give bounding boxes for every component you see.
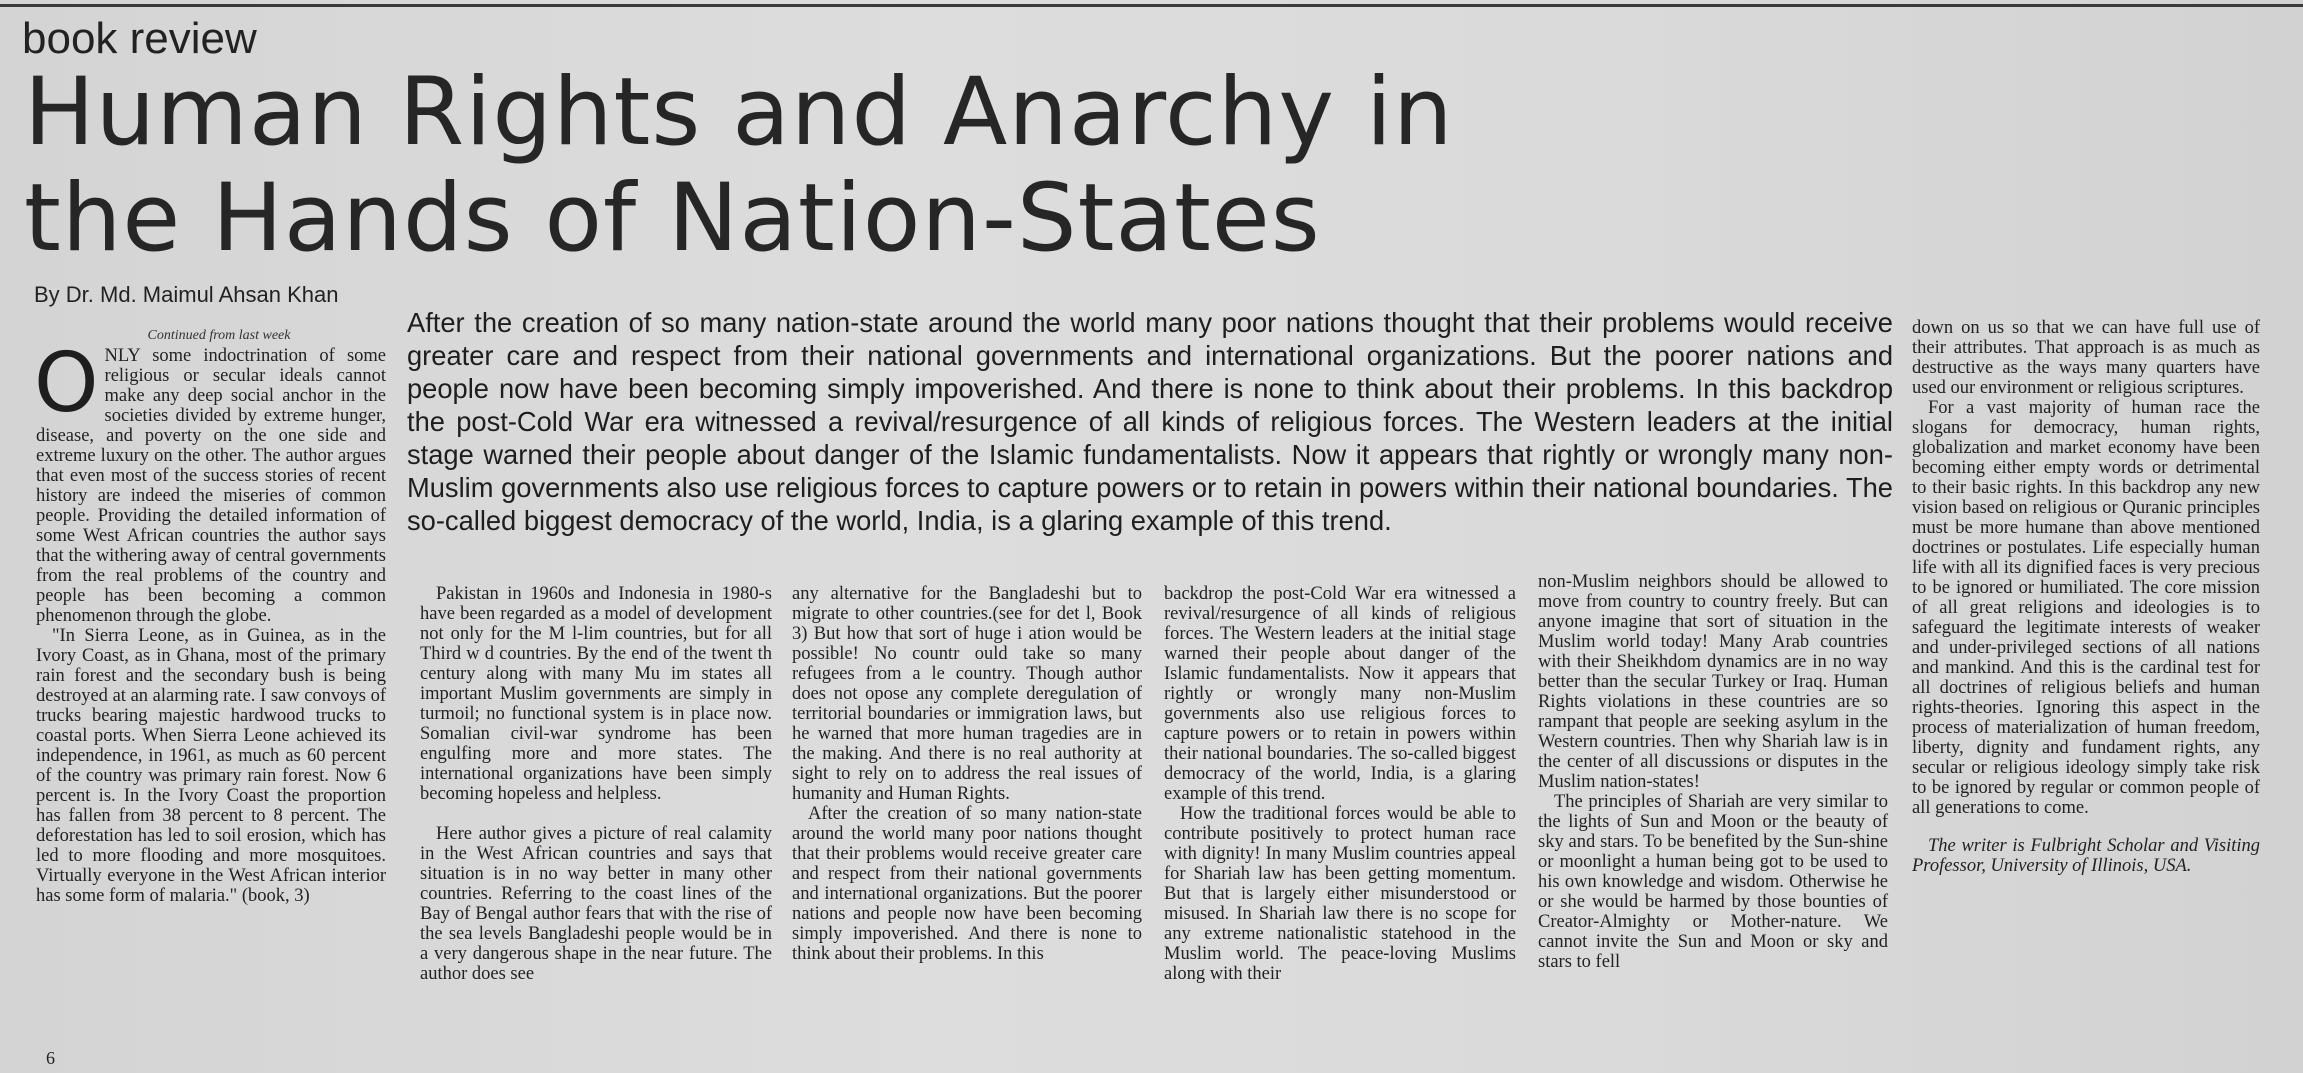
paragraph: non-Muslim neighbors should be allowed to move from country to country freely. But can anyone imagine that sort of situation in the Muslim world today! Many Arab countries with their Sheikhdom dynamics are in no way better than the secular Turkey or Iraq. Human Rights violations in these countries are so rampant that people are seeking asylum in the Western countries. Then why Shariah law is in the center of all discussions or disputes in the Muslim nation-states! [1538,572,1888,792]
paragraph: any alternative for the Bangladeshi but to migrate to other countries.(see for det l, Book 3) But how that sort of huge i ation would be possible! No countr ould take so many refugees from a le country. Though author does not opose any complete deregulation of territorial boundaries or immigration laws, but he warned that more human tragedies are in the making. And there is no real authority at sight to rely on to address the real issues of humanity and Human Rights. [792,584,1142,804]
drop-cap: O [34,336,99,431]
paragraph: down on us so that we can have full use of their attributes. That approach is as much as destructive as the ways many quarters have used our environment or religious scriptures. [1912,318,2260,398]
article-column-6 [1912,318,2260,876]
paragraph: Here author gives a picture of real calamity in the West African countries and says that situation is in no way better in many other countries. Referring to the coast lines of the Bay of Bengal author fears that with the rise of the sea levels Bangladeshi people would be in a very dangerous shape in the near future. The author does see [420,824,772,984]
lede-paragraph: After the creation of so many nation-state around the world many poor nations thought that their problems would receive greater care and respect from their national governments and international organizations. But the poorer nations and people now have been becoming simply impoverished. And there is none to think about their problems. In this backdrop the post-Cold War era witnessed a revival/resurgence of all kinds of religious forces. The Western leaders at the initial stage warned their people about danger of the Islamic fundamentalists. Now it appears that rightly or wrongly many non-Muslim governments also use religious forces to capture powers or to retain in powers within their national boundaries. The so-called biggest democracy of the world, India, is a glaring example of this trend. [407,307,1893,536]
author-credit: The writer is Fulbright Scholar and Visiting Professor, University of Illinois, USA. [1912,836,2260,876]
article-column-1 [36,326,386,906]
paragraph: For a vast majority of human race the slogans for democracy, human rights, globalization and market economy have been becoming either empty words or detrimental to their basic rights. In this backdrop any new vision based on religious or Quranic principles must be more humane than above mentioned doctrines or postulates. Life especially human life with all its dignified faces is very precious to be ignored or humiliated. The core mission of all great religions and ideologies is to safeguard the legitimate interests of weaker and under-privileged sections of all nations and mankind. And this is the cardinal test for all doctrines of religious beliefs and human rights-theories. Ignoring this aspect in the process of materialization of human freedom, liberty, dignity and fundament rights, any secular or religious ideology simply take risk to be ignored by regular or common people of all generations to come. [1912,398,2260,818]
article-column-2 [420,584,772,984]
paragraph: backdrop the post-Cold War era witnessed a revival/resurgence of all kinds of religious forces. The Western leaders at the initial stage warned their people about danger of the Islamic fundamentalists. Now it appears that rightly or wrongly many non-Muslim governments also use religious forces to capture powers or to retain in powers within their national boundaries. The so-called biggest democracy of the world, India, is a glaring example of this trend. [1164,584,1516,804]
section-label: book review [22,14,257,63]
continued-note: Continued from last week [147,328,291,343]
paragraph: How the traditional forces would be able to contribute positively to protect human race with dignity! In many Muslim countries appeal for Shariah law has been getting momentum. But that is largely either misunderstood or misused. In Shariah law there is no scope for any extreme nationalistic statehood in the Muslim world. The peace-loving Muslims along with their [1164,804,1516,984]
article-column-4 [1164,584,1516,984]
paragraph: Pakistan in 1960s and Indonesia in 1980-s have been regarded as a model of development not only for the M l-lim countries, but for all Third w d countries. By the end of the twent th century along with many Mu im states all important Muslim governments are simply in turmoil; no functional system is in place now. Somalian civil-war syndrome has been engulfing more and more states. The international organizations have been simply becoming hopeless and helpless. [420,584,772,804]
paragraph-text: NLY some indoctrination of some religious or secular ideals cannot make any deep social anchor in the societies divided by extreme hunger, disease, and poverty on the one side and extreme luxury on the other. The author argues that even most of the success stories of recent history are indeed the miseries of common people. Providing the detailed information of some West African countries the author says that the withering away of central governments from the real problems of the country and people has been becoming a common phenomenon through the globe. [36,346,386,626]
byline: By Dr. Md. Maimul Ahsan Khan [34,282,339,307]
page-number: 6 [46,1048,55,1068]
show-through-text [1820,0,2240,40]
headline: Human Rights and Anarchy in the Hands of Nation-States [24,58,1454,273]
paragraph [34,336,386,626]
article-column-3 [792,584,1142,964]
paragraph: The principles of Shariah are very similar to the lights of Sun and Moon or the beauty of sky and stars. To be benefited by the Sun-shine or moonlight a human being got to be used to his own knowledge and wisdom. Otherwise he or she would be harmed by those bounties of Creator-Almighty or Mother-nature. We cannot invite the Sun and Moon or sky and stars to fell [1538,792,1888,972]
article-column-5 [1538,572,1888,972]
paragraph: "In Sierra Leone, as in Guinea, as in the Ivory Coast, as in Ghana, most of the primary rain forest and the secondary bush is being destroyed at an alarming rate. I saw convoys of trucks bearing majestic hardwood trucks to coastal ports. When Sierra Leone achieved its independence, in 1961, as much as 60 percent of the country was primary rain forest. Now 6 percent is. In the Ivory Coast the proportion has fallen from 38 percent to 8 percent. The deforestation has led to soil erosion, which has led to more flooding and more mosquitoes. Virtually everyone in the West African interior has some form of malaria." (book, 3) [36,626,386,906]
paragraph: After the creation of so many nation-state around the world many poor nations thought that their problems would receive greater care and respect from their national governments and international organizations. But the poorer nations and people now have been becoming simply impoverished. And there is none to think about their problems. In this [792,804,1142,964]
